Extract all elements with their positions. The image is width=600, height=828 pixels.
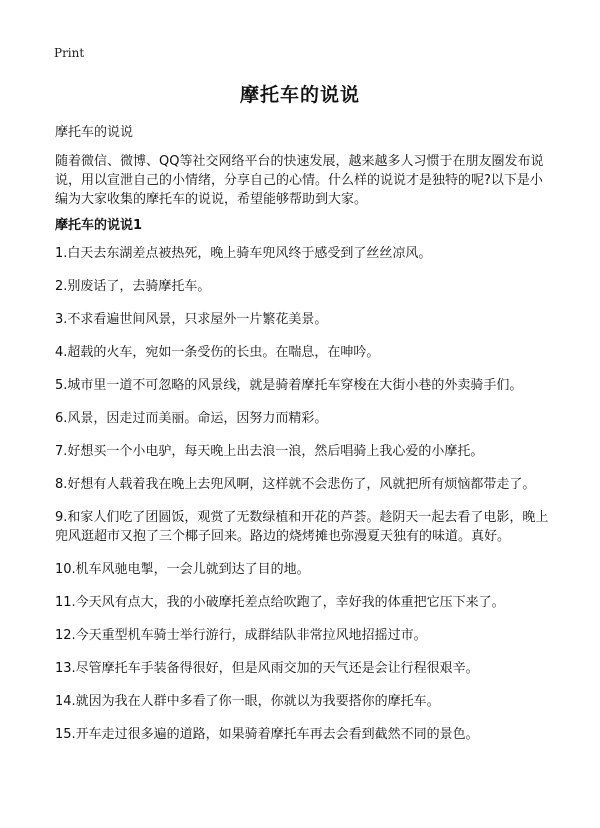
list-item: 10.机车风驰电掣，一会儿就到达了目的地。 — [55, 562, 310, 577]
intro-paragraph: 随着微信、微博、QQ等社交网络平台的快速发展，越来越多人习惯于在朋友圈发布说说，用以宣泄自己的小情绪，分享自己的心情。什么样的说说才是独特的呢?以下是小编为大家收集的摩托车的说说，希望能够帮助到大家。 — [55, 154, 544, 207]
list-item: 8.好想有人载着我在晚上去兜风啊，这样就不会悲伤了，风就把所有烦恼都带走了。 — [55, 477, 536, 492]
list-item: 2.别废话了，去骑摩托车。 — [55, 279, 211, 294]
list-item: 4.超载的火车，宛如一条受伤的长虫。在喘息，在呻吟。 — [55, 345, 380, 360]
list-item: 1.白天去东湖差点被热死，晚上骑车兜风终于感受到了丝丝凉风。 — [55, 246, 432, 261]
list-item: 9.和家人们吃了团圆饭，观赏了无数绿植和开花的芦荟。趁阴天一起去看了电影，晚上兜风逛超市又抱了三个椰子回来。路边的烧烤摊也弥漫夏天独有的味道。真好。 — [55, 510, 549, 544]
page-title: 摩托车的说说 — [239, 84, 360, 106]
list-item: 14.就因为我在人群中多看了你一眼，你就以为我要搭你的摩托车。 — [55, 694, 440, 709]
list-item: 6.风景，因走过而美丽。命运，因努力而精彩。 — [55, 411, 328, 426]
section-heading: 摩托车的说说1 — [55, 218, 143, 233]
list-item: 12.今天重型机车骑士举行游行，成群结队非常拉风地招摇过市。 — [55, 628, 427, 643]
list-item: 3.不求看遍世间风景，只求屋外一片繁花美景。 — [55, 312, 328, 327]
list-item: 15.开车走过很多遍的道路，如果骑着摩托车再去会看到截然不同的景色。 — [55, 727, 479, 742]
quote-list — [55, 244, 555, 758]
list-item: 13.尽管摩托车手装备得很好，但是风雨交加的天气还是会让行程很艰辛。 — [55, 661, 479, 676]
list-item: 11.今天风有点大，我的小破摩托差点给吹跑了，幸好我的体重把它压下来了。 — [55, 595, 505, 610]
list-item: 7.好想买一个小电驴，每天晚上出去浪一浪，然后唱骑上我心爱的小摩托。 — [55, 444, 484, 459]
subtitle: 摩托车的说说 — [55, 125, 134, 140]
print-link[interactable]: Print — [54, 46, 85, 60]
list-item: 5.城市里一道不可忽略的风景线，就是骑着摩托车穿梭在大街小巷的外卖骑手们。 — [55, 378, 523, 393]
